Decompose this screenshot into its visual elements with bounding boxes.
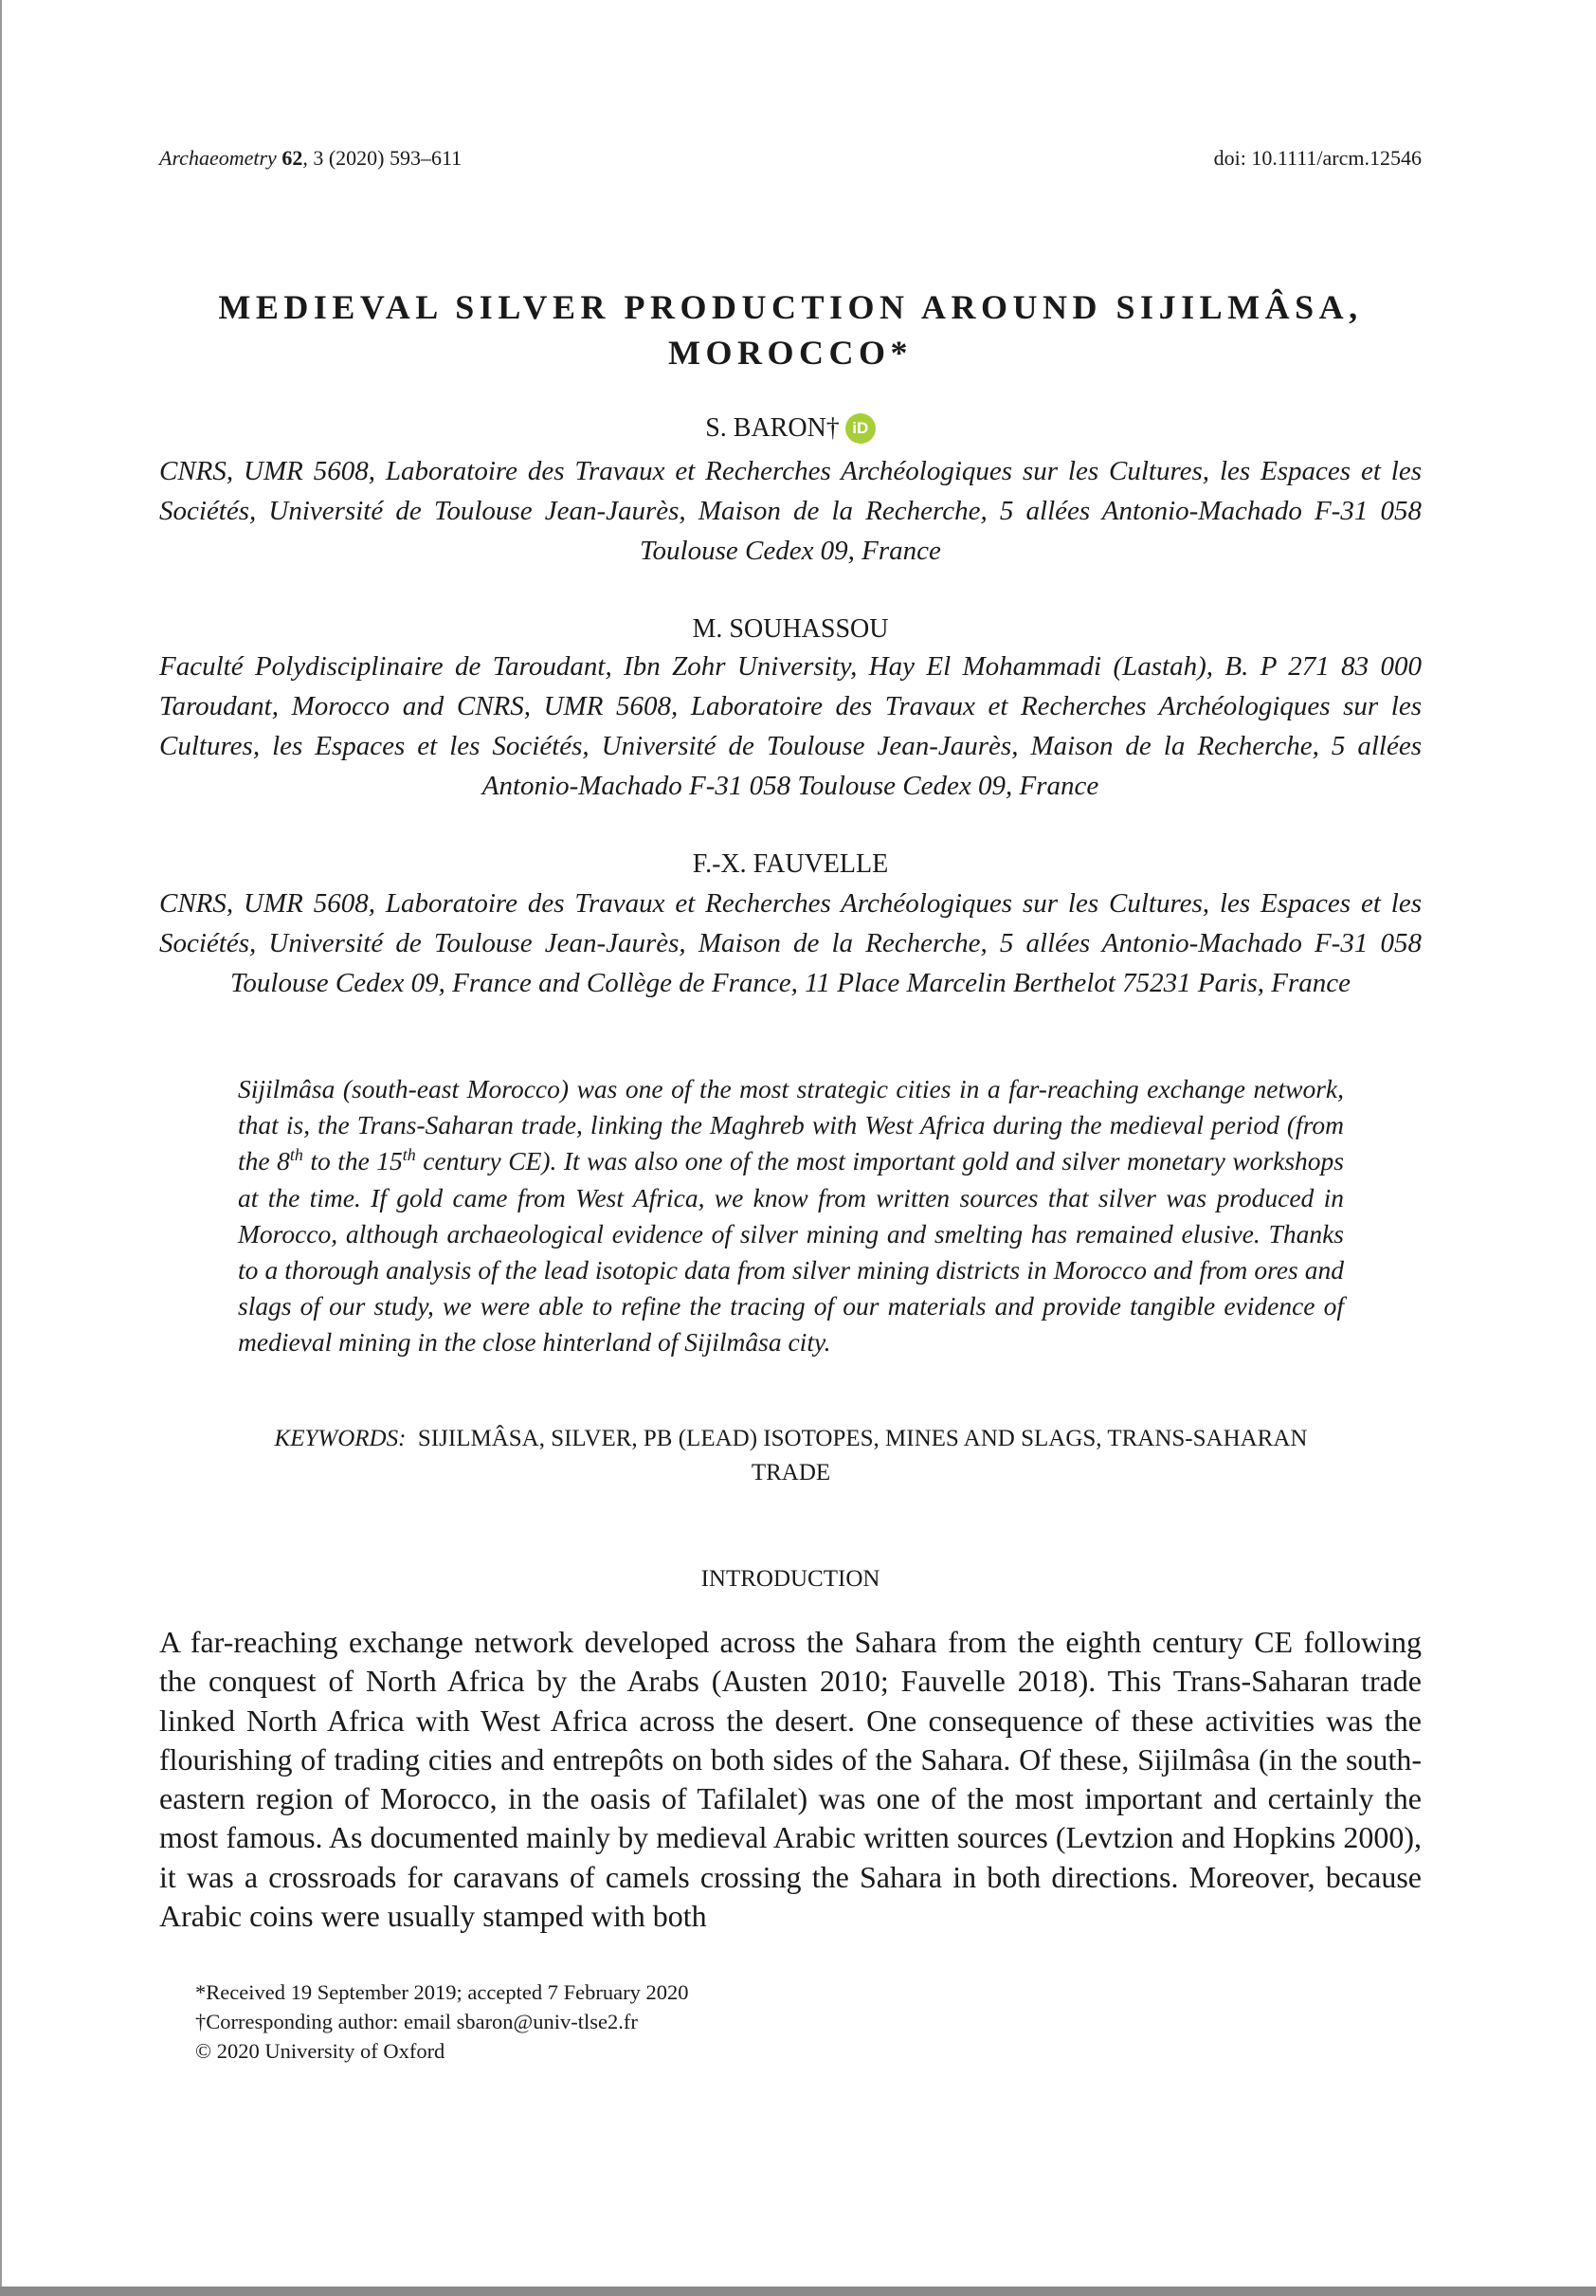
footnotes: [195, 1977, 1333, 2066]
abstract-text-3: century CE). It was also one of the most important gold and silver monetary workshops at the time. If gold came from West Africa, we know from written sources that silver was produced in Morocco, although archaeological evidence of silver mining and smelting has remained elusive. Thanks to a thorough analysis of the lead isotopic data from silver mining districts in Morocco and from ores and slags of our study, we were able to refine the tracing of our materials and provide tangible evidence of medieval mining in the close hinterland of Sijilmâsa city.: [238, 1146, 1344, 1358]
author-2-name: M. SOUHASSOU: [692, 614, 889, 644]
keywords-text: SIJILMÂSA, SILVER, PB (LEAD) ISOTOPES, MINES AND SLAGS, TRANS-SAHARAN TRADE: [417, 1426, 1308, 1485]
abstract-sup-2: th: [402, 1145, 416, 1165]
section-heading-introduction: INTRODUCTION: [700, 1566, 880, 1592]
abstract-text-1: Sijilmâsa (south-east Morocco) was one of the most strategic cities in a far-reaching exchange network, that is, the Trans-Saharan trade, linking the Maghreb with West Africa during the medieval period (from the 8: [238, 1074, 1344, 1176]
page-edge-left: [0, 0, 2, 2296]
keywords: [238, 1422, 1344, 1490]
keywords-label: KEYWORDS:: [274, 1426, 407, 1451]
author-1: [159, 413, 1422, 444]
issue-pages: , 3 (2020) 593–611: [302, 146, 462, 170]
footnote-received: *Received 19 September 2019; accepted 7 February 2020: [195, 1980, 689, 2004]
author-1-affiliation: CNRS, UMR 5608, Laboratoire des Travaux et Recherches Archéologiques sur les Cultures, les Espaces et les Sociétés, Université de Toulouse Jean-Jaurès, Maison de la Recherche, 5 allées Antonio-Machado F-31 058 Toulouse Cedex 09, France: [159, 456, 1422, 566]
abstract-sup-1: th: [289, 1145, 303, 1165]
author-2-affiliation: Faculté Polydisciplinaire de Taroudant, Ibn Zohr University, Hay El Mohammadi (Lastah), B. P 271 83 000 Taroudant, Morocco and CNRS, UMR 5608, Laboratoire des Travaux et Recherches Archéologiques sur les Cultures, les Espaces et les Sociétés, Université de Toulouse Jean-Jaurès, Maison de la Recherche, 5 allées Antonio-Machado F-31 058 Toulouse Cedex 09, France: [159, 651, 1422, 801]
page-edge-bottom: [0, 2287, 1596, 2296]
doi: doi: 10.1111/arcm.12546: [1213, 146, 1422, 170]
running-head: [159, 146, 1422, 171]
abstract: [238, 1071, 1344, 1361]
author-3-name: F.-X. FAUVELLE: [692, 849, 889, 879]
footnote-corresponding: †Corresponding author: email sbaron@univ-tlse2.fr: [195, 2010, 638, 2033]
orcid-icon[interactable]: iD: [845, 413, 876, 444]
journal-volume: 62: [281, 146, 303, 170]
introduction-paragraph: A far-reaching exchange network developed across the Sahara from the eighth century CE following the conquest of North Africa by the Arabs (Austen 2010; Fauvelle 2018). This Trans-Saharan trade linked North Africa with West Africa across the desert. One consequence of these activities was the flourishing of trading cities and entrepôts on both sides of the Sahara. Of these, Sijilmâsa (in the south-eastern region of Morocco, in the oasis of Tafilalet) was one of the most important and certainly the most famous. As documented mainly by medieval Arabic written sources (Levtzion and Hopkins 2000), it was a crossroads for caravans of camels crossing the Sahara in both directions. Moreover, because Arabic coins were usually stamped with both: [159, 1625, 1422, 1934]
title-line-1: MEDIEVAL SILVER PRODUCTION AROUND SIJILMÂSA,: [218, 288, 1363, 326]
citation: [159, 146, 462, 171]
title-line-2: MOROCCO*: [668, 334, 913, 372]
journal-name: Archaeometry: [159, 146, 277, 170]
author-1-name: S. BARON†: [705, 413, 840, 443]
paper-title: [159, 284, 1422, 375]
author-3-affiliation: CNRS, UMR 5608, Laboratoire des Travaux et Recherches Archéologiques sur les Cultures, les Espaces et les Sociétés, Université de Toulouse Jean-Jaurès, Maison de la Recherche, 5 allées Antonio-Machado F-31 058 Toulouse Cedex 09, France and Collège de France, 11 Place Marcelin Berthelot 75231 Paris, France: [159, 888, 1422, 998]
abstract-text-2: to the 15: [302, 1146, 403, 1176]
footnote-copyright: © 2020 University of Oxford: [195, 2039, 445, 2063]
